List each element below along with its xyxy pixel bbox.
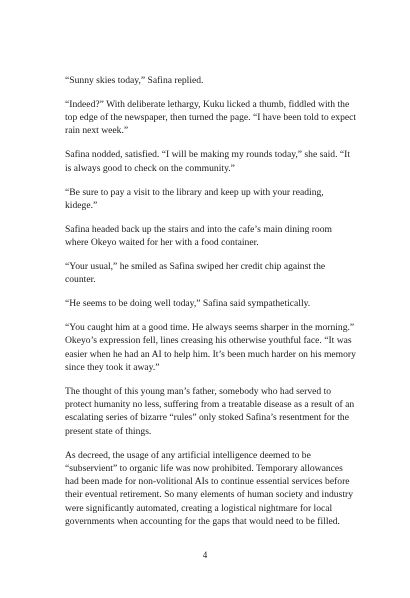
paragraph: “Be sure to pay a visit to the library and keep up with your reading, kidege.” [65,186,324,211]
page-number: 4 [202,550,208,560]
body-text [65,74,357,539]
paragraph: “Your usual,” he smiled as Safina swiped her credit chip against the counter. [65,260,326,286]
paragraph: The thought of this young man’s father, somebody who had served to protect humanity no less, suffering from a treatable disease as a result of an escalating series of bizarre “rules” only stoked Safina’s resentment for the present state of things. [65,385,355,437]
paragraph: Safina headed back up the stairs and into the cafe’s main dining room where Okeyo waited for her with a food container. [65,223,332,249]
paragraph: As decreed, the usage of any artificial intelligence deemed to be “subservient” to organic life was now prohibited. Temporary allowances had been made for non-volitional AIs to continue essential services before their eventual retirement. So many elements of human society and industry were significantly automated, creating a logistical nightmare for local governments when accounting for the gaps that would need to be filled. [65,449,353,528]
paragraph: Safina nodded, satisfied. “I will be making my rounds today,” she said. “It is always good to check on the community.” [65,149,350,174]
paragraph: “You caught him at a good time. He always seems sharper in the morning.” Okeyo’s expression fell, lines creasing his otherwise youthful face. “It was easier when he had an AI to help him. It’s been much harder on his memory since they took it away.” [65,322,356,373]
paragraph: “Sunny skies today,” Safina replied. [65,75,204,86]
paragraph: “Indeed?” With deliberate lethargy, Kuku licked a thumb, fiddled with the top edge of the newspaper, then turned the page. “I have been told to expect rain next week.” [65,98,357,137]
paragraph: “He seems to be doing well today,” Safina said sympathetically. [65,298,311,310]
